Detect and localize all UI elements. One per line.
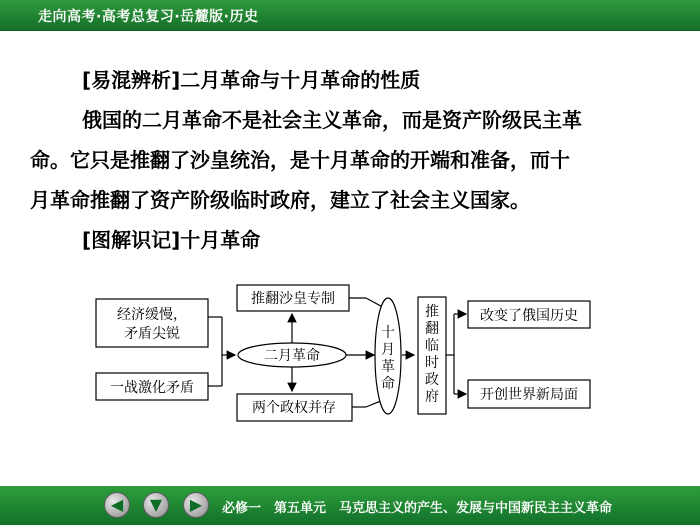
content-text xyxy=(30,60,672,260)
header-title: 走向高考·高考总复习·岳麓版·历史 xyxy=(38,9,259,25)
paragraph-line-2: 命。它只是推翻了沙皇统治，是十月革命的开端和准备，而十 xyxy=(30,148,570,172)
overthrow-char-5: 政 xyxy=(425,372,439,388)
october-char-4: 命 xyxy=(381,376,395,392)
result-world-label: 开创世界新局面 xyxy=(480,387,578,403)
cause-box-economy-line1: 经济缓慢， xyxy=(117,307,187,323)
section2-heading xyxy=(30,220,672,260)
section1-tag: [易混辨析] xyxy=(82,68,181,92)
down-button[interactable] xyxy=(143,492,169,518)
dual-power-label: 两个政权并存 xyxy=(252,400,336,416)
overthrow-char-1: 推 xyxy=(425,304,439,320)
cause-box-economy-line2: 矛盾尖锐 xyxy=(124,326,180,342)
arrow-right-icon: ▶ xyxy=(189,495,203,514)
overthrow-char-4: 时 xyxy=(425,355,439,371)
october-revolution-diagram xyxy=(0,270,700,430)
section1-title: 二月革命与十月革命的性质 xyxy=(180,68,421,92)
overthrow-char-2: 翻 xyxy=(425,321,439,337)
section2-title: 十月革命 xyxy=(180,228,261,252)
october-char-2: 月 xyxy=(381,342,395,358)
overthrow-char-6: 府 xyxy=(425,389,439,405)
october-char-3: 革 xyxy=(381,359,395,375)
section1-heading xyxy=(30,60,672,100)
arrow-left-icon: ◀ xyxy=(110,495,124,514)
header-bar xyxy=(0,0,700,31)
october-char-1: 十 xyxy=(381,325,395,341)
next-button[interactable] xyxy=(183,492,209,518)
paragraph-line-3: 月革命推翻了资产阶级临时政府，建立了社会主义国家。 xyxy=(30,188,530,212)
footer-bar xyxy=(0,486,700,525)
section2-tag: [图解识记] xyxy=(82,228,181,252)
cause-box-war-label: 一战激化矛盾 xyxy=(110,380,194,396)
footer-chapter-text: 必修一 第五单元 马克思主义的产生、发展与中国新民主主义革命 xyxy=(222,501,613,516)
prev-button[interactable] xyxy=(104,492,130,518)
paragraph-line-1: 俄国的二月革命不是社会主义革命，而是资产阶级民主革 xyxy=(82,108,582,132)
result-history-label: 改变了俄国历史 xyxy=(480,308,578,324)
february-revolution-label: 二月革命 xyxy=(264,348,320,364)
arrow-down-icon: ▼ xyxy=(149,495,163,514)
overthrow-char-3: 临 xyxy=(425,338,439,354)
overthrow-tsar-label: 推翻沙皇专制 xyxy=(251,291,335,307)
